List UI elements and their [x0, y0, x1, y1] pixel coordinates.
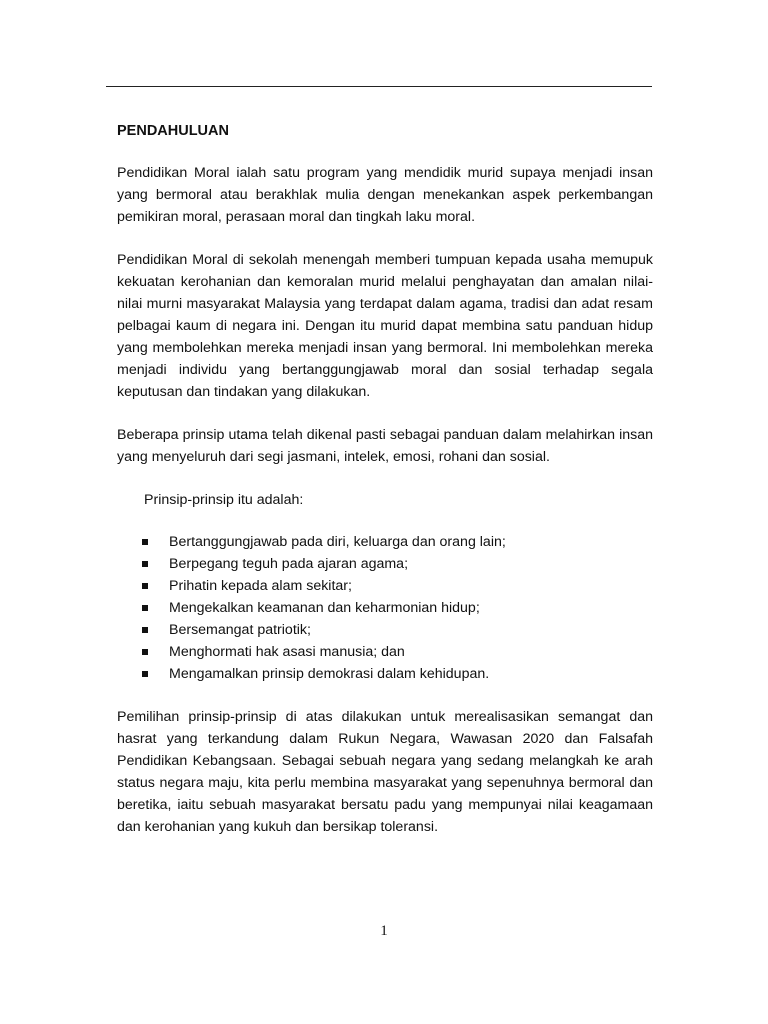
list-item-text: Menghormati hak asasi manusia; dan — [169, 644, 405, 660]
square-bullet-icon — [142, 583, 148, 589]
principles-list — [117, 531, 653, 685]
list-item — [117, 641, 653, 663]
list-item-text: Bertanggungjawab pada diri, keluarga dan orang lain; — [169, 534, 506, 550]
paragraph-2: Pendidikan Moral di sekolah menengah memberi tumpuan kepada usaha memupuk kekuatan kerohanian dan kemoralan murid melalui penghayatan dan amalan nilai-nilai murni masyarakat Malaysia yang terdapat dalam agama, tradisi dan adat resam pelbagai kaum di negara ini. Dengan itu murid dapat membina satu panduan hidup yang membolehkan mereka menjadi insan yang bermoral. Ini membolehkan mereka menjadi individu yang bertanggungjawab moral dan sosial terhadap segala keputusan dan tindakan yang dilakukan. — [117, 252, 653, 400]
list-item — [117, 575, 653, 597]
list-item-text: Prihatin kepada alam sekitar; — [169, 578, 352, 594]
square-bullet-icon — [142, 649, 148, 655]
list-item-text: Berpegang teguh pada ajaran agama; — [169, 556, 409, 572]
list-item-text: Bersemangat patriotik; — [169, 622, 311, 638]
list-item-text: Mengamalkan prinsip demokrasi dalam kehidupan. — [169, 666, 490, 682]
list-item — [117, 597, 653, 619]
square-bullet-icon — [142, 561, 148, 567]
square-bullet-icon — [142, 539, 148, 545]
header-rule — [106, 86, 652, 87]
square-bullet-icon — [142, 627, 148, 633]
list-item — [117, 553, 653, 575]
list-item — [117, 619, 653, 641]
principles-intro: Prinsip-prinsip itu adalah: — [144, 492, 304, 508]
list-item — [117, 531, 653, 553]
square-bullet-icon — [142, 605, 148, 611]
page-number: 1 — [380, 923, 388, 939]
list-item-text: Mengekalkan keamanan dan keharmonian hidup; — [169, 600, 480, 616]
square-bullet-icon — [142, 671, 148, 677]
paragraph-1: Pendidikan Moral ialah satu program yang mendidik murid supaya menjadi insan yang bermoral atau berakhlak mulia dengan menekankan aspek perkembangan pemikiran moral, perasaan moral dan tingkah laku moral. — [117, 165, 653, 225]
paragraph-3: Beberapa prinsip utama telah dikenal pasti sebagai panduan dalam melahirkan insan yang menyeluruh dari segi jasmani, intelek, emosi, rohani dan sosial. — [117, 427, 653, 465]
section-heading: PENDAHULUAN — [117, 123, 229, 139]
document-body — [117, 120, 653, 859]
closing-paragraph: Pemilihan prinsip-prinsip di atas dilakukan untuk merealisasikan semangat dan hasrat yang terkandung dalam Rukun Negara, Wawasan 2020 dan Falsafah Pendidikan Kebangsaan. Sebagai sebuah negara yang sedang melangkah ke arah status negara maju, kita perlu membina masyarakat yang sepenuhnya bermoral dan beretika, iaitu sebuah masyarakat bersatu padu yang mempunyai nilai keagamaan dan kerohanian yang kukuh dan bersikap toleransi. — [117, 709, 653, 835]
list-item — [117, 663, 653, 685]
